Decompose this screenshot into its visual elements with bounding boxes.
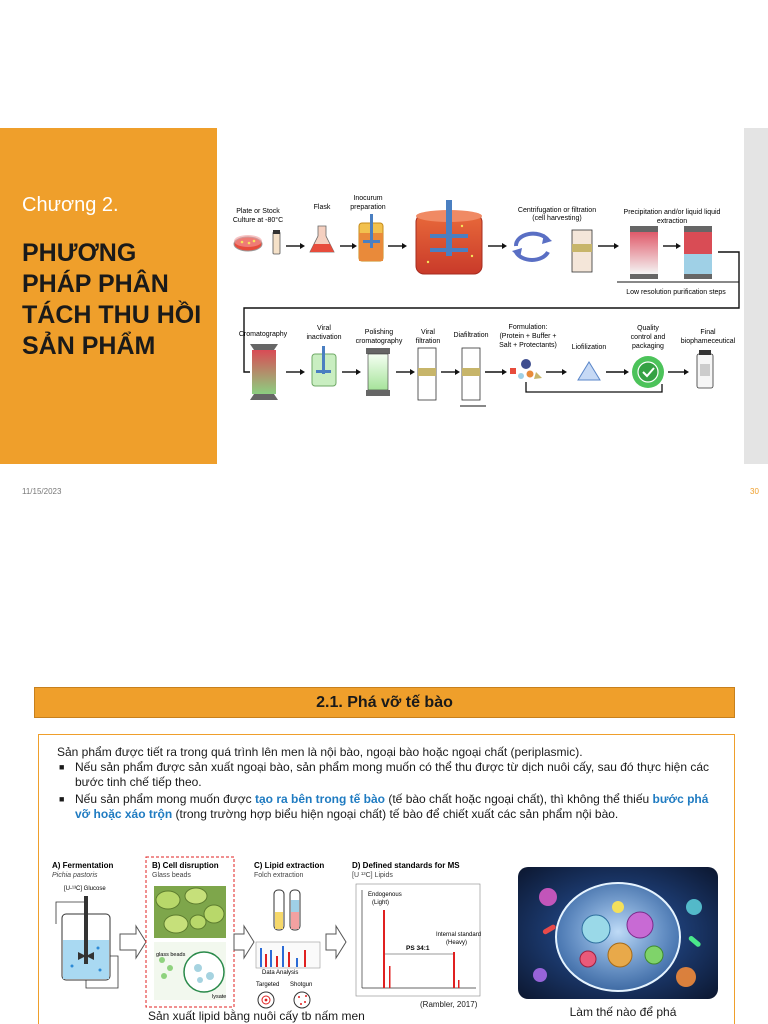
petri-dish-icon	[234, 235, 262, 251]
chromatography-column-icon	[250, 344, 278, 400]
quality-check-icon	[632, 356, 664, 388]
panel-d-subtitle: [U ¹³C] Lipids	[352, 872, 393, 879]
arrowhead-icon	[402, 243, 407, 249]
lysate-label: lysate	[212, 994, 227, 1000]
decorative-strip	[744, 128, 768, 464]
final-product-vial-icon	[697, 350, 713, 388]
large-bioreactor-icon	[416, 200, 482, 274]
highlight-intracellular: tạo ra bên trong tế bào	[255, 792, 386, 806]
arrowhead-icon	[624, 369, 629, 375]
centrifuge-icon	[512, 234, 552, 260]
yeast-cells-image	[154, 886, 226, 938]
label-precipitation: Precipitation and/or liquid liquid	[623, 209, 721, 216]
extraction-tube-1-icon	[630, 226, 658, 279]
label-viral-inactivation: Viral	[317, 325, 331, 332]
label-polishing: Polishing	[364, 329, 394, 336]
bead-beating-icon	[154, 942, 226, 1000]
label-centrifuge-2: (cell harvesting)	[532, 215, 582, 222]
arrowhead-icon	[502, 243, 507, 249]
panel-d-title: D) Defined standards for MS	[352, 861, 460, 870]
arrow-icon	[234, 926, 254, 958]
label-polishing-2: cromatography	[355, 338, 403, 345]
label-plate: Plate or Stock	[236, 208, 280, 215]
panel-b-subtitle: Glass beads	[152, 872, 191, 879]
viral-filter-icon	[418, 348, 436, 400]
label-formulation: Formulation:	[508, 324, 548, 331]
chapter-panel	[0, 128, 217, 464]
label-diafiltration: Diafiltration	[453, 332, 489, 339]
arrowhead-icon	[676, 243, 681, 249]
panel-c-subtitle: Folch extraction	[254, 872, 304, 879]
bullet-square-icon: ■	[59, 794, 65, 804]
label-formulation-2: (Protein + Buffer +	[499, 333, 557, 340]
label-inoculum: Inocurum	[353, 195, 383, 202]
bullet-square-icon: ■	[59, 762, 65, 772]
lipid-workflow-figure	[50, 856, 486, 1014]
endogenous-label: Endogenous	[368, 892, 402, 898]
arrow-icon	[120, 926, 146, 958]
shotgun-icon	[294, 992, 310, 1008]
bioprocess-diagram	[222, 186, 744, 418]
arrowhead-icon	[300, 243, 305, 249]
label-centrifuge: Centrifugation or filtration	[517, 207, 597, 214]
label-formulation-3: Salt + Protectants)	[499, 342, 557, 349]
bullet-intracellular-text-2: (tế bào chất hoặc ngoại chất), thì không thể thiếu	[385, 792, 653, 806]
bullet-extracellular	[57, 760, 717, 790]
section-header	[34, 687, 735, 718]
label-quality-2: control and	[630, 334, 666, 341]
light-label: (Light)	[372, 900, 390, 906]
diafiltration-filter-icon	[462, 348, 480, 400]
panel-c-title: C) Lipid extraction	[254, 861, 325, 870]
arrow-icon	[326, 926, 346, 958]
label-liofilization: Liofilization	[571, 344, 607, 351]
bullet-intracellular-text-3: (trong trường hợp biểu hiện ngoại chất) tế bào để chiết xuất các sản phẩm nội bào.	[172, 807, 619, 821]
citation: (Rambler, 2017)	[420, 1000, 478, 1009]
arrowhead-icon	[300, 369, 305, 375]
data-analysis-label: Data Analysis	[262, 970, 299, 976]
polishing-column-icon	[366, 348, 390, 396]
label-quality-3: packaging	[632, 343, 664, 350]
label-flask: Flask	[313, 204, 331, 211]
arrowhead-icon	[502, 369, 507, 375]
label-low-resolution: Low resolution purification steps	[626, 289, 726, 296]
label-final: Final	[700, 329, 716, 336]
label-plate-2: Culture at -80°C	[232, 217, 284, 224]
panel-a-glucose: [U-¹³C] Glucose	[64, 886, 106, 892]
image-caption: Làm thế nào để phá	[569, 1005, 677, 1019]
panel-a-title: A) Fermentation	[52, 861, 114, 870]
highlight-disruption: bước phá vỡ hoặc xáo trộn	[75, 792, 709, 821]
extraction-tubes-icon	[274, 890, 300, 930]
bullet-intracellular-text-1: Nếu sản phẩm mong muốn được	[75, 792, 255, 806]
bar-spectrum-icon	[256, 942, 320, 968]
label-chromatography: Cromatography	[238, 331, 288, 338]
panel-a-subtitle: Pichia pastoris	[52, 872, 98, 879]
arrowhead-icon	[356, 369, 361, 375]
arrowhead-icon	[455, 369, 460, 375]
formulation-icon	[510, 359, 542, 379]
flask-icon	[310, 226, 334, 252]
chapter-title: PHƯƠNG PHÁP PHÂN TÁCH THU HỒI SẢN PHẨM	[22, 239, 202, 360]
internal-standard-label: Internal standard	[436, 932, 482, 938]
arrowhead-icon	[684, 369, 689, 375]
slide-date: 11/15/2023	[22, 487, 62, 496]
label-final-2: biophameceutical	[680, 338, 736, 345]
filter-column-icon	[572, 230, 592, 272]
vial-icon	[273, 230, 280, 254]
viral-inactivation-vessel-icon	[312, 346, 336, 386]
label-viral-filtration-2: filtration	[415, 338, 441, 345]
arrowhead-icon	[562, 369, 567, 375]
figure-caption: Sản xuất lipid bằng nuôi cấy tb nấm men	[148, 1009, 365, 1023]
panel-b-title: B) Cell disruption	[152, 861, 219, 870]
heavy-label: (Heavy)	[446, 940, 468, 946]
bullet-intracellular	[57, 792, 717, 822]
arrowhead-icon	[410, 369, 415, 375]
section-title: 2.1. Phá vỡ tế bào	[316, 693, 453, 711]
label-inoculum-2: preparation	[350, 204, 386, 211]
arrowhead-icon	[614, 243, 619, 249]
microbe-petri-image	[518, 867, 718, 999]
label-viral-inactivation-2: inactivation	[306, 334, 342, 341]
small-bioreactor-icon	[359, 214, 383, 261]
targeted-label: Targeted	[256, 982, 280, 988]
chapter-label: Chương 2.	[22, 194, 119, 216]
fermenter-icon	[56, 896, 118, 988]
slide-number: 30	[750, 487, 759, 496]
label-precipitation-2: extraction	[656, 218, 688, 225]
liofilization-icon	[578, 362, 600, 380]
intro-text: Sản phẩm được tiết ra trong quá trình lên men là nội bào, ngoại bào hoặc ngoại chất (periplasmic).	[57, 745, 583, 759]
arrowhead-icon	[352, 243, 357, 249]
bullet-extracellular-text: Nếu sản phẩm được sản xuất ngoại bào, sản phẩm mong muốn có thể thu được từ dịch nuôi cấy, sau đó thực hiện các bước tinh chế tiếp theo.	[75, 760, 710, 789]
label-quality: Quality	[637, 325, 659, 332]
shotgun-label: Shotgun	[290, 982, 313, 988]
ps-ratio-label: PS 34:1	[406, 945, 430, 952]
glass-beads-label: glass beads	[156, 952, 186, 958]
extraction-tube-2-icon	[684, 226, 712, 279]
target-icon	[258, 992, 274, 1008]
label-viral-filtration: Viral	[421, 329, 435, 336]
